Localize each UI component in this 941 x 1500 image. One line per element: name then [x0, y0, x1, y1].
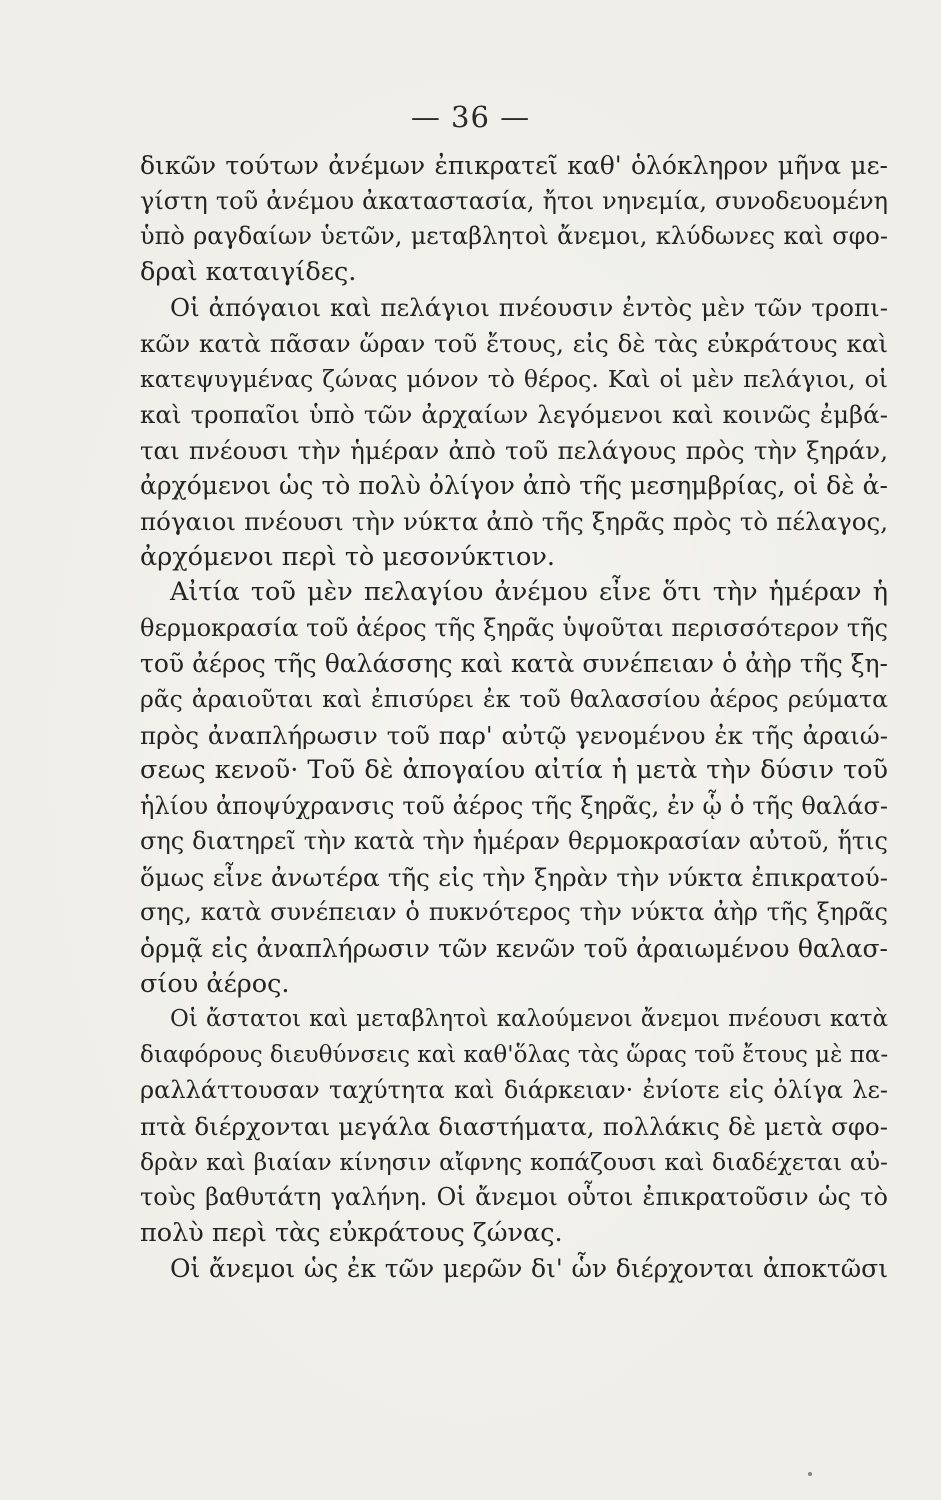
- text-line: ὅμως εἶνε ἀνωτέρα τῆς εἰς τὴν ξηρὰν τὴν νύκτα ἐπικρατού-: [140, 862, 888, 892]
- page-number: — 36 —: [410, 100, 531, 134]
- text-line: κατεψυγμένας ζώνας μόνον τὸ θέρος. Καὶ οἱ μὲν πελάγιοι, οἱ: [140, 364, 888, 393]
- text-line: Οἱ ἄστατοι καὶ μεταβλητοὶ καλούμενοι ἄνεμοι πνέουσι κατὰ: [170, 1006, 888, 1033]
- text-line: ὁρμᾷ εἰς ἀναπλήρωσιν τῶν κενῶν τοῦ ἀραιωμένου θαλασ-: [140, 934, 888, 964]
- text-line: πτὰ διέρχονται μεγάλα διαστήματα, πολλάκις δὲ μετὰ σφο-: [140, 1112, 888, 1142]
- text-line: Οἱ ἀπόγαιοι καὶ πελάγιοι πνέουσιν ἐντὸς μὲν τῶν τροπι-: [170, 293, 888, 323]
- text-line: θερμοκρασία τοῦ ἀέρος τῆς ξηρᾶς ὑψοῦται περισσότερον τῆς: [140, 613, 888, 642]
- text-line: ἀρχόμενοι ὡς τὸ πολὺ ὀλίγον ἀπὸ τῆς μεσημβρίας, οἱ δὲ ἀ-: [140, 471, 888, 501]
- text-line: δρὰν καὶ βιαίαν κίνησιν αἴφνης κοπάζουσι καὶ διαδέχεται αὐ-: [140, 1147, 888, 1176]
- text-line: σεως κενοῦ· Τοῦ δὲ ἀπογαίου αἰτία ἡ μετὰ τὴν δύσιν τοῦ: [140, 755, 888, 786]
- text-line: γίστη τοῦ ἀνέμου ἀκαταστασία, ἤτοι νηνεμία, συνοδευομένη: [140, 186, 888, 215]
- text-line: Αἰτία τοῦ μὲν πελαγίου ἀνέμου εἶνε ὅτι τὴν ἡμέραν ἡ: [170, 577, 888, 608]
- text-line: ται πνέουσι τὴν ἡμέραν ἀπὸ τοῦ πελάγους πρὸς τὴν ξηράν,: [140, 435, 888, 465]
- text-line: ρᾶς ἀραιοῦται καὶ ἐπισύρει ἐκ τοῦ θαλασσίου ἀέρος ρεύματα: [140, 684, 888, 713]
- text-line: δραὶ καταιγίδες.: [140, 256, 357, 287]
- text-line: διαφόρους διευθύνσεις καὶ καθ'ὅλας τὰς ὥρας τοῦ ἔτους μὲ πα-: [140, 1041, 889, 1068]
- text-line: πολὺ περὶ τὰς εὐκράτους ζώνας.: [140, 1217, 563, 1248]
- text-line: κῶν κατὰ πᾶσαν ὥραν τοῦ ἔτους, εἰς δὲ τὰς εὐκράτους καὶ: [140, 328, 888, 358]
- body-text: [140, 148, 888, 1287]
- text-line: πόγαιοι πνέουσι τὴν νύκτα ἀπὸ τῆς ξηρᾶς πρὸς τὸ πέλαγος,: [140, 506, 888, 536]
- text-line: ὑπὸ ραγδαίων ὑετῶν, μεταβλητοὶ ἄνεμοι, κλύδωνες καὶ σφο-: [140, 222, 888, 251]
- text-line: σίου ἀέρος.: [140, 968, 290, 999]
- text-line: τοὺς βαθυτάτη γαλήνη. Οἱ ἄνεμοι οὗτοι ἐπικρατοῦσιν ὡς τὸ: [140, 1183, 888, 1212]
- paper-speck: [808, 1472, 812, 1476]
- text-line: ραλλάττουσαν ταχύτητα καὶ διάρκειαν· ἐνίοτε εἰς ὀλίγα λε-: [140, 1076, 888, 1105]
- text-line: δικῶν τούτων ἀνέμων ἐπικρατεῖ καθ' ὁλόκληρον μῆνα με-: [140, 151, 888, 180]
- text-line: τοῦ ἀέρος τῆς θαλάσσης καὶ κατὰ συνέπειαν ὁ ἀὴρ τῆς ξη-: [140, 649, 888, 679]
- text-line: Οἱ ἄνεμοι ὡς ἐκ τῶν μερῶν δι' ὧν διέρχονται ἀποκτῶσι: [170, 1254, 888, 1284]
- text-line: σης, κατὰ συνέπειαν ὁ πυκνότερος τὴν νύκτα ἀὴρ τῆς ξηρᾶς: [140, 898, 888, 927]
- text-line: πρὸς ἀναπλήρωσιν τοῦ παρ' αὐτῷ γενομένου ἐκ τῆς ἀραιώ-: [140, 720, 888, 750]
- text-line: ἀρχόμενοι περὶ τὸ μεσονύκτιον.: [140, 541, 555, 572]
- text-line: σης διατηρεῖ τὴν κατὰ τὴν ἡμέραν θερμοκρασίαν αὐτοῦ, ἥτις: [140, 827, 888, 856]
- text-line: καὶ τροπαῖοι ὑπὸ τῶν ἀρχαίων λεγόμενοι καὶ κοινῶς ἐμβά-: [140, 400, 888, 430]
- text-line: ἡλίου ἀποψύχρανσις τοῦ ἀέρος τῆς ξηρᾶς, ἐν ᾧ ὁ τῆς θαλάσ-: [140, 791, 888, 820]
